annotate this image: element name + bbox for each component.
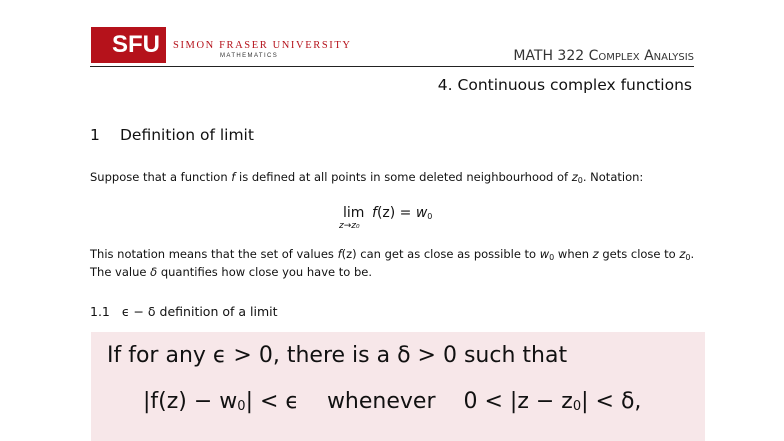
subscript: 0	[427, 212, 433, 221]
department-name: MATHEMATICS	[220, 53, 279, 59]
subsection-number: 1.1	[90, 304, 110, 319]
math-delta: δ	[150, 265, 158, 279]
university-name: SIMON FRASER UNIVERSITY	[173, 40, 352, 51]
text: . Notation:	[582, 170, 644, 184]
text: (z) =	[376, 205, 416, 221]
math-f: f	[231, 170, 236, 184]
section-title: Definition of limit	[120, 126, 254, 144]
text: This notation means that the set of values	[90, 247, 338, 261]
inequality-right-end: | < δ,	[581, 389, 642, 414]
limit-operator: lim	[343, 205, 365, 221]
math-f: f	[337, 247, 342, 261]
section-number: 1	[90, 126, 100, 144]
definition-line1: If for any ϵ > 0, there is a δ > 0 such that	[107, 343, 568, 368]
math-w: w	[539, 247, 550, 261]
document-title: 4. Continuous complex functions	[437, 76, 692, 94]
text: .	[690, 247, 695, 261]
subscript: 0	[572, 399, 582, 414]
sfu-logo	[91, 27, 166, 63]
subscript: 0	[549, 253, 555, 262]
math-z: z	[571, 170, 578, 184]
text: Suppose that a function	[90, 170, 232, 184]
subsection-heading	[90, 304, 278, 319]
logo-text: SFU	[112, 31, 160, 58]
header-rule	[90, 66, 694, 67]
subscript: 0	[685, 253, 691, 262]
whenever-word: whenever	[326, 389, 436, 414]
limit-expression	[372, 205, 432, 221]
subscript: 0	[577, 176, 583, 185]
math-w: w	[415, 205, 428, 221]
paragraph-intro	[90, 168, 643, 190]
text: is defined at all points in some deleted neighbourhood of	[235, 170, 572, 184]
math-z: z	[679, 247, 686, 261]
math-f: f	[372, 205, 377, 221]
text: gets close to	[598, 247, 680, 261]
limit-subscript: z→z₀	[339, 221, 360, 231]
text: quantifies how close you have to be.	[157, 265, 372, 279]
definition-line2	[143, 389, 641, 414]
inequality-left: |f(z) − w	[143, 389, 238, 414]
inequality-left-end: | < ϵ	[245, 389, 299, 414]
text: when	[554, 247, 593, 261]
subscript: 0	[237, 399, 246, 414]
text: The value	[90, 265, 151, 279]
text: (z)	[341, 247, 357, 261]
math-z: z	[592, 247, 599, 261]
paragraph-explanation-line2	[90, 263, 372, 281]
inequality-right: 0 < |z − z	[463, 389, 573, 414]
text: can get as close as possible to	[356, 247, 540, 261]
course-name: MATH 322 Complex Analysis	[513, 48, 694, 64]
subsection-title: ϵ − δ definition of a limit	[121, 304, 278, 319]
